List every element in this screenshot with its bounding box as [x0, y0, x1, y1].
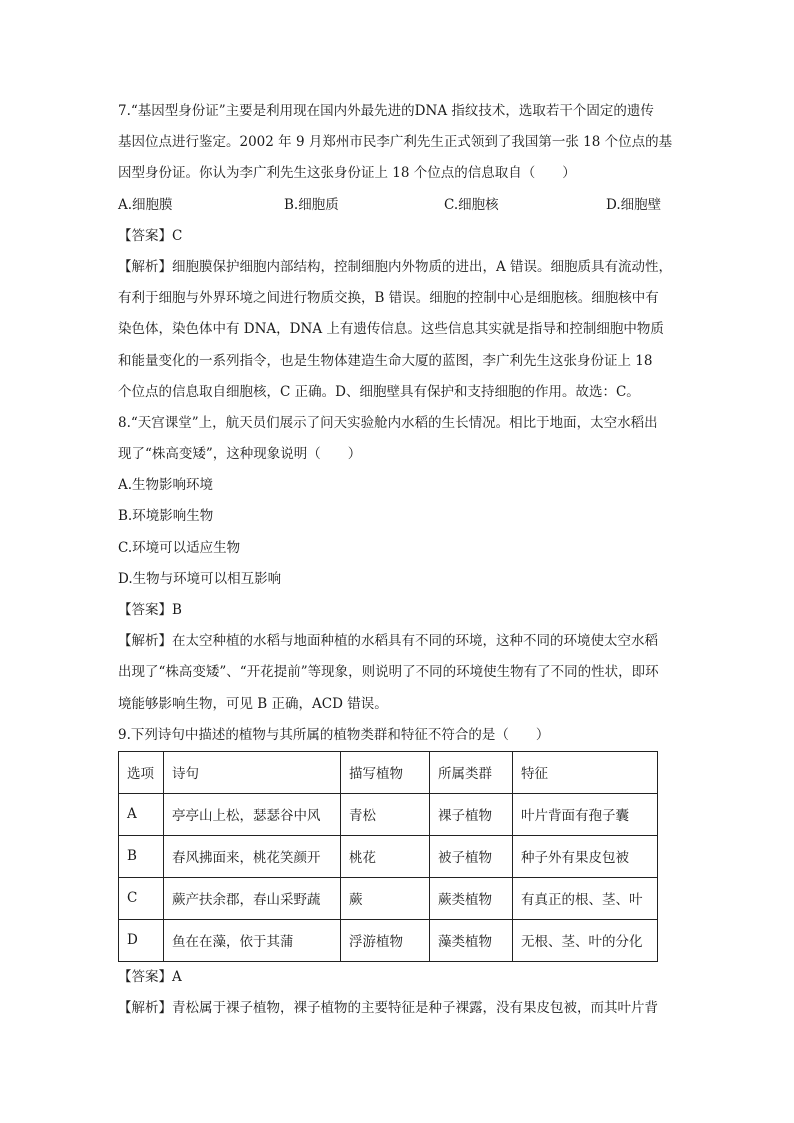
answer-line: 【答案】A: [118, 968, 182, 985]
table-header-cell: 选项: [119, 751, 164, 793]
table-cell: 浮游植物: [341, 919, 430, 961]
table-header-cell: 所属类群: [430, 751, 513, 793]
table-cell: 有真正的根、茎、叶: [513, 877, 658, 919]
table-cell: 蕨: [341, 877, 430, 919]
table-cell: 藻类植物: [430, 919, 513, 961]
analysis-line: 【解析】细胞膜保护细胞内部结构，控制细胞内外物质的进出，A 错误。细胞质具有流动性，: [118, 258, 673, 275]
analysis-line: 【解析】在太空种植的水稻与地面种植的水稻具有不同的环境，这种不同的环境使太空水稻: [118, 633, 658, 650]
table-cell: 裸子植物: [430, 793, 513, 835]
document-page: [118, 96, 678, 1024]
analysis-line: 【解析】青松属于裸子植物，裸子植物的主要特征是种子裸露，没有果皮包被，而其叶片背: [118, 1000, 658, 1017]
analysis-line: 个位点的信息取自细胞核，C 正确。D、细胞壁具有保护和支持细胞的作用。故选：C。: [118, 383, 640, 400]
option-c: C.细胞核: [444, 196, 499, 213]
question-stem-line: 8.“天宫课堂”上，航天员们展示了问天实验舱内水稻的生长情况。相比于地面，太空水稻出: [118, 414, 658, 431]
question-9: [118, 720, 678, 1025]
question-stem-line: 基因位点进行鉴定。2002 年 9 月郑州市民李广利先生正式领到了我国第一张 18 个位点的基: [118, 134, 673, 151]
option-b: B.环境影响生物: [118, 508, 214, 525]
table-row: [119, 919, 658, 961]
analysis-line: 出现了“株高变矮”、“开花提前”等现象，则说明了不同的环境使生物有了不同的性状，即环: [118, 664, 659, 681]
table-cell: 春风拂面来，桃花笑颜开: [164, 835, 341, 877]
analysis-line: 染色体，染色体中有 DNA，DNA 上有遗传信息。这些信息其实就是指导和控制细胞中物质: [118, 321, 664, 338]
table-cell: 鱼在在藻，依于其蒲: [164, 919, 341, 961]
answer-options: [118, 190, 678, 221]
table-cell: 叶片背面有孢子囊: [513, 793, 658, 835]
table-header-row: [119, 751, 658, 793]
table-cell: 亭亭山上松，瑟瑟谷中风: [164, 793, 341, 835]
question-8: [118, 408, 678, 720]
option-b: B.细胞质: [284, 196, 339, 213]
analysis-line: 境能够影响生物，可见 B 正确，ACD 错误。: [118, 695, 388, 712]
table-header-cell: 描写植物: [341, 751, 430, 793]
option-d: D.细胞壁: [606, 196, 662, 213]
question-stem-line: 7.“基因型身份证”主要是利用现在国内外最先进的DNA 指纹技术，选取若干个固定的遗传: [118, 103, 654, 119]
option-a: A.细胞膜: [118, 196, 173, 213]
question-stem-line: 现了“株高变矮”，这种现象说明（ ）: [118, 446, 362, 463]
table-cell: C: [119, 877, 164, 919]
analysis-line: 和能量变化的一系列指令，也是生物体建造生命大厦的蓝图，李广利先生这张身份证上 18: [118, 352, 653, 369]
table-cell: 桃花: [341, 835, 430, 877]
table-cell: 被子植物: [430, 835, 513, 877]
question-stem-line: 因型身份证。你认为李广利先生这张身份证上 18 个位点的信息取自（ ）: [118, 165, 576, 182]
table-cell: D: [119, 919, 164, 961]
analysis-line: 有利于细胞与外界环境之间进行物质交换，B 错误。细胞的控制中心是细胞核。细胞核中有: [118, 290, 659, 307]
table-cell: 种子外有果皮包被: [513, 835, 658, 877]
answer-line: 【答案】B: [118, 602, 182, 618]
table-cell: 蕨产扶余郡，春山采野蔬: [164, 877, 341, 919]
table-cell: 青松: [341, 793, 430, 835]
table-row: [119, 877, 658, 919]
plant-classification-table: [118, 751, 658, 962]
table-cell: 蕨类植物: [430, 877, 513, 919]
table-row: [119, 835, 658, 877]
table-row: [119, 793, 658, 835]
option-a: A.生物影响环境: [118, 477, 214, 494]
table-header-cell: 诗句: [164, 751, 341, 793]
table-cell: 无根、茎、叶的分化: [513, 919, 658, 961]
table-cell: A: [119, 793, 164, 835]
table-header-cell: 特征: [513, 751, 658, 793]
question-7: [118, 96, 678, 408]
answer-line: 【答案】C: [118, 227, 183, 244]
option-c: C.环境可以适应生物: [118, 539, 241, 556]
question-stem-line: 9.下列诗句中描述的植物与其所属的植物类群和特征不符合的是（ ）: [118, 726, 550, 743]
option-d: D.生物与环境可以相互影响: [118, 570, 282, 587]
table-cell: B: [119, 835, 164, 877]
